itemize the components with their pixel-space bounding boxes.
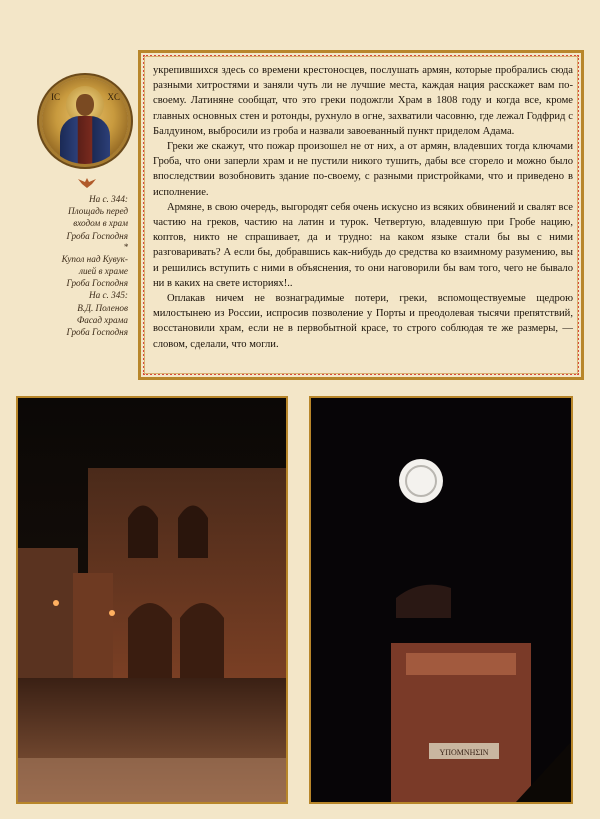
photo-dome-kuvuklia: [309, 396, 573, 804]
eagle-ornament-icon: [76, 176, 98, 190]
christ-icon: [42, 78, 128, 164]
caption-line: В.Д. Поленов: [77, 302, 128, 313]
caption-line: На с. 345:: [88, 290, 128, 301]
caption-line: Купол над Кувук-: [61, 253, 128, 264]
paragraph: Армяне, в свою очередь, выгородят себя очень искусно из всяких обвинений и свалят все частию на греков, частию на латин и турок. Четвертую, владевшую при Гробе нацию, коптов, никто не спрашивает, да и трудно: на каком языке стали бы вы с ними разговаривать? А если бы, добравшись как-нибудь до средства ко взаимному разумению, вы и решились вступить с ними в объяснения, то они наговорили бы вам того, чего не бывало ни в каких на свете историях!..: [153, 201, 573, 289]
caption-line: Гроба Господня: [66, 230, 128, 241]
body-text: [153, 63, 573, 352]
caption-line: лией в храме: [78, 266, 128, 277]
caption-line: На с. 344:: [88, 194, 128, 204]
photo-church-facade: [16, 396, 288, 804]
paragraph: укрепившихся здесь со времени крестоносцев, послушать армян, которые пробрались сюда разными хитростями и заняли чуть ли не лучшие места, каждая нация расскажет вам по-своему. Латиняне сообщат, что это греки подожгли Храм в 1808 году и когда все, кроме главных основных стен и ротонды, рухнуло в огне, захватили часовню, где лежал Годфрид с Балдуином, выбросили из гроба и назвали завоеванный пункт приделом Адама.: [153, 65, 573, 137]
icon-inscription-left: IC: [51, 92, 60, 102]
caption-line: входом в храм: [73, 218, 128, 229]
caption-line: Гроба Господня: [66, 278, 128, 289]
photo-captions: [22, 193, 128, 338]
caption-line: Площадь перед: [68, 206, 128, 217]
caption-separator: *: [123, 241, 128, 252]
paragraph: Оплакав ничем не вознаградимые потери, греки, вспомоществуемые щедрою милостынею из России, испросив позволение у Порты и преодолевая тысячи препятствий, восстановили храм, если не в первобытной красе, то строго соблюдая те же размеры, — словом, сделали, что могли.: [153, 293, 573, 350]
caption-line: Гроба Господня: [66, 327, 128, 338]
icon-inscription-right: XC: [107, 92, 120, 102]
photo-inscription: ΥΠΟΜΝΗΣΙΝ: [439, 748, 489, 757]
paragraph: Греки же скажут, что пожар произошел не от них, а от армян, владевших тогда ключами Гроба, что они заперли храм и не пустили никого тушить, дабы все сгорело и можно было впоследствии возобновить здание по-своему, с разными пристройками, что и приведено в исполнение.: [153, 141, 573, 198]
caption-line: Фасад храма: [76, 314, 128, 325]
